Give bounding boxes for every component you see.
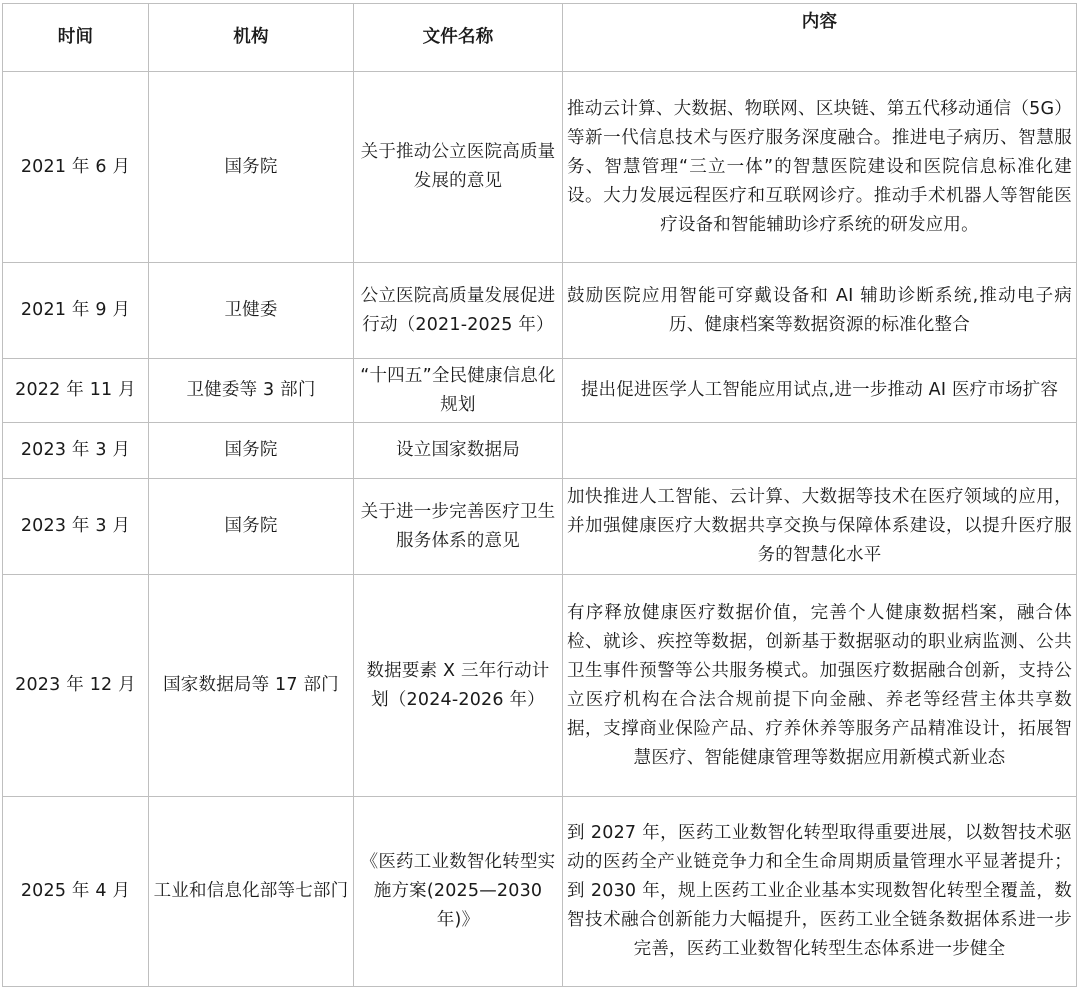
cell-time: 2023 年 3 月 [3,479,149,575]
cell-time: 2025 年 4 月 [3,797,149,987]
table-row [3,359,1077,423]
cell-content-text: 提出促进医学人工智能应用试点,进一步推动 AI 医疗市场扩容 [580,380,1059,400]
table-row [3,479,1077,575]
cell-org: 国务院 [149,423,354,479]
cell-content [563,72,1077,263]
cell-content-text: 鼓励医院应用智能可穿戴设备和 AI 辅助诊断系统,推动电子病历、健康档案等数据资源的标准化整合 [567,285,1072,335]
cell-content [563,359,1077,423]
cell-time: 2023 年 3 月 [3,423,149,479]
policy-table [2,3,1077,987]
cell-content-text: 有序释放健康医疗数据价值，完善个人健康数据档案，融合体检、就诊、疾控等数据，创新基于数据驱动的职业病监测、公共卫生事件预警等公共服务模式。加强医疗数据融合创新，支持公立医疗机构在合法合规前提下向金融、养老等经营主体共享数据，支撑商业保险产品、疗养休养等服务产品精准设计，拓展智慧医疗、智能健康管理等数据应用新模式新业态 [567,602,1072,768]
cell-doc: 关于推动公立医院高质量发展的意见 [354,72,563,263]
cell-org: 国务院 [149,479,354,575]
cell-time: 2021 年 9 月 [3,263,149,359]
header-content: 内容 [563,4,1077,72]
table-row [3,72,1077,263]
table-row [3,263,1077,359]
header-time: 时间 [3,4,149,72]
table-row [3,575,1077,797]
cell-org: 国务院 [149,72,354,263]
cell-content-text: 推动云计算、大数据、物联网、区块链、第五代移动通信（5G）等新一代信息技术与医疗服务深度融合。推进电子病历、智慧服务、智慧管理“三立一体”的智慧医院建设和医院信息标准化建设。大力发展远程医疗和互联网诊疗。推动手术机器人等智能医疗设备和智能辅助诊疗系统的研发应用。 [567,98,1072,235]
cell-doc: “十四五”全民健康信息化规划 [354,359,563,423]
cell-content [563,423,1077,479]
cell-time: 2021 年 6 月 [3,72,149,263]
table-row [3,423,1077,479]
cell-org: 卫健委 [149,263,354,359]
header-org: 机构 [149,4,354,72]
cell-content [563,263,1077,359]
table-row [3,797,1077,987]
cell-org: 卫健委等 3 部门 [149,359,354,423]
cell-doc: 公立医院高质量发展促进行动（2021-2025 年） [354,263,563,359]
header-row [3,4,1077,72]
cell-doc: 设立国家数据局 [354,423,563,479]
cell-content [563,575,1077,797]
cell-time: 2022 年 11 月 [3,359,149,423]
cell-org: 工业和信息化部等七部门 [149,797,354,987]
cell-content [563,479,1077,575]
cell-time: 2023 年 12 月 [3,575,149,797]
cell-content-text: 加快推进人工智能、云计算、大数据等技术在医疗领域的应用，并加强健康医疗大数据共享交换与保障体系建设，以提升医疗服务的智慧化水平 [567,487,1072,565]
cell-org: 国家数据局等 17 部门 [149,575,354,797]
cell-content [563,797,1077,987]
cell-doc: 关于进一步完善医疗卫生服务体系的意见 [354,479,563,575]
header-doc: 文件名称 [354,4,563,72]
cell-doc: 《医药工业数智化转型实施方案(2025—2030 年)》 [354,797,563,987]
cell-content-text: 到 2027 年，医药工业数智化转型取得重要进展，以数智技术驱动的医药全产业链竞争力和全生命周期质量管理水平显著提升；到 2030 年，规上医药工业企业基本实现数智化转型全覆盖，数智技术融合创新能力大幅提升，医药工业全链条数据体系进一步完善，医药工业数智化转型生态体系进一步健全 [567,823,1072,959]
cell-doc: 数据要素 X 三年行动计划（2024-2026 年） [354,575,563,797]
